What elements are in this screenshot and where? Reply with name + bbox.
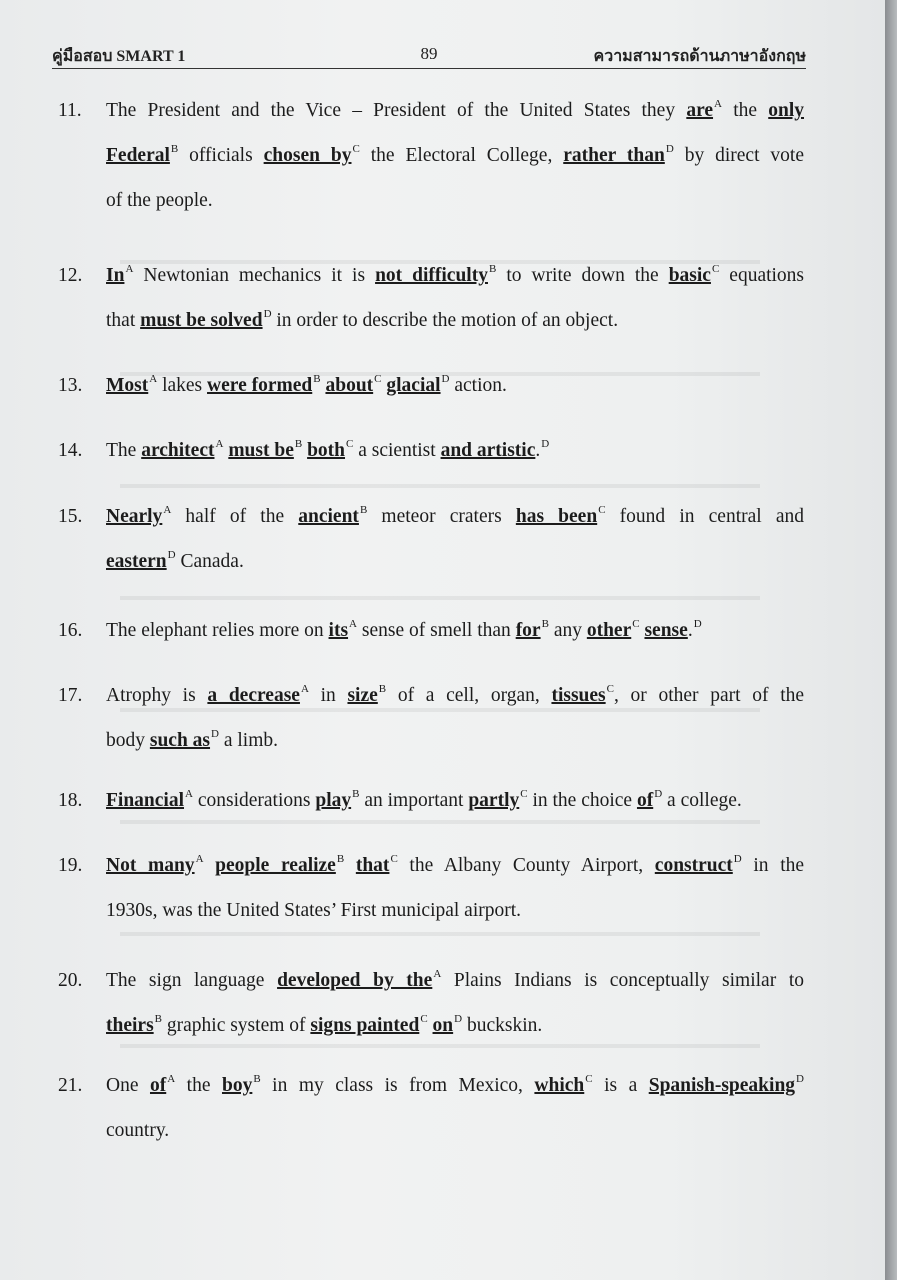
question-text — [272, 310, 619, 331]
question-line — [106, 855, 804, 877]
segment-text: half of the — [171, 506, 299, 527]
answer-option — [516, 506, 597, 527]
question-text — [106, 1120, 169, 1141]
question-text — [309, 685, 348, 706]
answer-option — [768, 100, 804, 121]
segment-text: . — [687, 620, 693, 641]
option-letter: A — [149, 373, 158, 385]
answer-option — [433, 1015, 454, 1036]
segment-text: signs painted — [310, 1015, 420, 1036]
answer-option — [669, 265, 711, 286]
segment-text: were formed — [207, 375, 313, 396]
option-letter: C — [346, 438, 354, 450]
answer-option — [150, 1075, 166, 1096]
segment-text: the Electoral College, — [359, 145, 564, 166]
segment-text: are — [686, 100, 714, 121]
question-text — [344, 855, 356, 876]
question-text — [360, 145, 563, 166]
option-letter: C — [598, 504, 606, 516]
question-line — [106, 145, 804, 167]
segment-text: such as — [149, 730, 211, 751]
segment-text: Spanish-speaking — [648, 1075, 796, 1096]
segment-text: a decrease — [207, 685, 300, 706]
question-text — [688, 620, 693, 641]
question-text — [106, 190, 213, 211]
page-number: 89 — [420, 44, 438, 63]
segment-text: action. — [449, 375, 507, 396]
question-line — [106, 190, 804, 212]
question-number: 12. — [58, 265, 83, 286]
segment-text: In — [106, 265, 125, 286]
option-letter: C — [390, 853, 398, 865]
question-text — [719, 265, 804, 286]
option-letter: B — [253, 1073, 261, 1085]
answer-option — [315, 790, 351, 811]
segment-text: its — [328, 620, 349, 641]
answer-option — [516, 620, 541, 641]
answer-option — [307, 440, 345, 461]
question-text — [662, 790, 742, 811]
segment-text: for — [515, 620, 541, 641]
segment-text: the — [721, 100, 769, 121]
answer-option — [298, 506, 359, 527]
segment-text: ancient — [298, 506, 359, 527]
segment-text: The President and the Vice – President of the United States they — [106, 100, 687, 121]
answer-option — [207, 685, 300, 706]
question-number: 20. — [58, 970, 83, 991]
segment-text: basic — [668, 265, 711, 286]
answer-option — [150, 730, 210, 751]
segment-text: country. — [106, 1120, 170, 1141]
option-letter: D — [541, 438, 550, 450]
page-edge — [885, 0, 897, 1280]
question-text — [353, 440, 440, 461]
answer-option — [106, 855, 195, 876]
answer-option — [534, 1075, 584, 1096]
answer-option — [356, 855, 390, 876]
answer-option — [441, 440, 536, 461]
segment-text: The sign language — [106, 970, 278, 991]
segment-text: graphic system of — [162, 1015, 311, 1036]
segment-text: The — [106, 440, 142, 461]
answer-option — [386, 375, 440, 396]
segment-text: only — [768, 100, 804, 121]
answer-option — [277, 970, 432, 991]
segment-text: tissues — [551, 685, 606, 706]
option-letter: D — [654, 788, 663, 800]
question-text — [742, 855, 804, 876]
option-letter: B — [294, 438, 303, 450]
question-line — [106, 900, 804, 922]
answer-option — [563, 145, 665, 166]
page-header — [52, 44, 806, 69]
option-letter: D — [167, 549, 176, 561]
answer-option — [347, 685, 377, 706]
question-number: 21. — [58, 1075, 83, 1096]
answer-option — [686, 100, 713, 121]
question-text — [204, 855, 216, 876]
question-text — [462, 1015, 542, 1036]
question-line — [106, 730, 804, 752]
segment-text: of — [636, 790, 654, 811]
segment-text: 1930s, was the United States’ First municipal airport. — [106, 900, 522, 921]
answer-option — [375, 265, 488, 286]
question-text — [357, 620, 516, 641]
option-letter: A — [195, 853, 204, 865]
option-letter: A — [125, 263, 134, 275]
option-letter: C — [585, 1073, 593, 1085]
question-text — [606, 506, 804, 527]
segment-text: the — [175, 1075, 222, 1096]
option-letter: B — [313, 373, 321, 385]
question-text — [359, 790, 468, 811]
option-letter: D — [263, 308, 272, 320]
question-text — [549, 620, 587, 641]
segment-text: body — [106, 730, 150, 751]
question-text — [593, 1075, 649, 1096]
option-letter: C — [374, 373, 382, 385]
answer-option — [264, 145, 352, 166]
option-letter: A — [714, 98, 722, 110]
answer-option — [106, 506, 162, 527]
option-letter: D — [211, 728, 219, 740]
segment-text: boy — [221, 1075, 253, 1096]
answer-option — [310, 1015, 419, 1036]
question-line — [106, 551, 804, 573]
option-letter: B — [488, 263, 497, 275]
segment-text — [344, 855, 356, 876]
option-letter: B — [378, 683, 387, 695]
segment-text: buckskin. — [462, 1015, 543, 1036]
segment-text: both — [307, 440, 346, 461]
question-line — [106, 790, 804, 812]
question-text — [157, 375, 207, 396]
segment-text: an important — [359, 790, 469, 811]
segment-text: of — [149, 1075, 167, 1096]
segment-text: sense of smell than — [357, 620, 516, 641]
segment-text: Federal — [106, 145, 170, 166]
answer-option — [215, 855, 336, 876]
section-title: ความสามารถด้านภาษาอังกฤษ — [593, 48, 806, 65]
answer-option — [106, 1015, 154, 1036]
question-text — [450, 375, 507, 396]
segment-text: in the choice — [527, 790, 637, 811]
answer-option — [649, 1075, 795, 1096]
answer-option — [106, 145, 170, 166]
segment-text: glacial — [386, 375, 441, 396]
question-line — [106, 375, 804, 397]
segment-text: people realize — [215, 855, 336, 876]
answer-option — [468, 790, 519, 811]
segment-text: is a — [592, 1075, 649, 1096]
answer-option — [637, 790, 653, 811]
question-line — [106, 1075, 804, 1097]
option-letter: D — [693, 618, 702, 630]
answer-option — [140, 310, 262, 331]
segment-text: a scientist — [353, 440, 441, 461]
segment-text: about — [325, 375, 374, 396]
segment-text: architect — [141, 440, 215, 461]
segment-text: Not many — [106, 855, 195, 876]
option-letter: D — [665, 143, 674, 155]
question-text — [106, 620, 329, 641]
segment-text: theirs — [106, 1015, 154, 1036]
option-letter: C — [520, 788, 528, 800]
segment-text: not difficulty — [375, 265, 488, 286]
question-number: 15. — [58, 506, 83, 527]
answer-option — [106, 551, 167, 572]
question-text — [193, 790, 315, 811]
option-letter: C — [352, 143, 360, 155]
option-letter: D — [796, 1073, 804, 1085]
segment-text: The elephant relies more on — [106, 620, 329, 641]
answer-option — [207, 375, 312, 396]
segment-text — [204, 855, 216, 876]
segment-text: a college. — [662, 790, 742, 811]
answer-option — [106, 375, 148, 396]
question-line — [106, 1015, 804, 1037]
segment-text: , or other part of the — [613, 685, 805, 706]
option-letter: A — [349, 618, 357, 630]
option-letter: D — [733, 853, 742, 865]
question-number: 17. — [58, 685, 83, 706]
question-text — [398, 855, 655, 876]
option-letter: A — [300, 683, 309, 695]
segment-text: Atrophy is — [106, 685, 208, 706]
segment-text: Plains Indians is conceptually similar to — [441, 970, 804, 991]
question-number: 14. — [58, 440, 83, 461]
segment-text: lakes — [157, 375, 208, 396]
option-letter: B — [352, 788, 360, 800]
question-text — [261, 1075, 535, 1096]
question-number: 19. — [58, 855, 83, 876]
segment-text: in — [308, 685, 348, 706]
question-text — [133, 265, 375, 286]
question-text — [106, 100, 686, 121]
option-letter: C — [632, 618, 640, 630]
segment-text: One — [106, 1075, 150, 1096]
answer-option — [222, 1075, 252, 1096]
segment-text: found in central and — [605, 506, 804, 527]
segment-text: size — [347, 685, 378, 706]
option-letter: B — [336, 853, 345, 865]
answer-option — [228, 440, 294, 461]
segment-text: of the people. — [106, 190, 213, 211]
question-text — [674, 145, 804, 166]
question-text — [162, 1015, 310, 1036]
question-text — [614, 685, 804, 706]
option-letter: C — [711, 263, 720, 275]
question-text — [106, 440, 141, 461]
segment-text: in order to describe the motion of an object. — [271, 310, 619, 331]
answer-option — [644, 620, 687, 641]
segment-text: partly — [468, 790, 520, 811]
question-text — [496, 265, 668, 286]
question-line — [106, 970, 804, 992]
question-line — [106, 310, 804, 332]
segment-text: of a cell, organ, — [386, 685, 552, 706]
segment-text: equations — [719, 265, 805, 286]
segment-text: the Albany County Airport, — [397, 855, 655, 876]
question-text — [386, 685, 551, 706]
option-letter: A — [167, 1073, 176, 1085]
segment-text: to write down the — [496, 265, 669, 286]
option-letter: B — [359, 504, 368, 516]
segment-text: play — [315, 790, 352, 811]
question-number: 16. — [58, 620, 83, 641]
segment-text: other — [586, 620, 632, 641]
option-letter: D — [454, 1013, 463, 1025]
question-text — [106, 685, 207, 706]
option-letter: B — [170, 143, 179, 155]
answer-option — [106, 265, 124, 286]
question-line — [106, 440, 804, 462]
segment-text: officials — [178, 145, 264, 166]
segment-text: . — [535, 440, 541, 461]
question-number: 13. — [58, 375, 83, 396]
answer-option — [325, 375, 373, 396]
segment-text: eastern — [106, 551, 167, 572]
question-line — [106, 620, 804, 642]
question-text — [175, 1075, 222, 1096]
segment-text: on — [432, 1015, 454, 1036]
question-text — [528, 790, 637, 811]
question-text — [171, 506, 298, 527]
option-letter: A — [185, 788, 193, 800]
question-number: 18. — [58, 790, 83, 811]
question-text — [219, 730, 278, 751]
answer-option — [551, 685, 605, 706]
segment-text: a limb. — [218, 730, 279, 751]
question-line — [106, 685, 804, 707]
segment-text: Nearly — [106, 506, 163, 527]
answer-option — [655, 855, 733, 876]
answer-option — [329, 620, 349, 641]
option-letter: B — [541, 618, 549, 630]
question-number: 11. — [58, 100, 82, 121]
segment-text: and artistic — [440, 440, 536, 461]
segment-text: considerations — [192, 790, 316, 811]
segment-text: developed by the — [277, 970, 433, 991]
question-text — [722, 100, 768, 121]
question-line — [106, 265, 804, 287]
question-text — [106, 1075, 150, 1096]
question-line — [106, 506, 804, 528]
option-letter: B — [154, 1013, 162, 1025]
segment-text: Canada. — [175, 551, 244, 572]
question-text — [106, 970, 277, 991]
segment-text: any — [548, 620, 587, 641]
segment-text: sense — [644, 620, 688, 641]
option-letter: A — [433, 968, 442, 980]
option-letter: A — [163, 504, 172, 516]
question-line — [106, 1120, 804, 1142]
segment-text: has been — [515, 506, 598, 527]
segment-text: in my class is from Mexico, — [260, 1075, 535, 1096]
segment-text: must be — [228, 440, 294, 461]
question-text — [106, 730, 150, 751]
book-title: คู่มือสอบ SMART 1 — [52, 48, 186, 65]
segment-text: must be solved — [140, 310, 263, 331]
answer-option — [106, 790, 184, 811]
option-letter: A — [215, 438, 224, 450]
answer-option — [587, 620, 631, 641]
segment-text: Newtonian mechanics it is — [133, 265, 376, 286]
segment-text: that — [106, 310, 141, 331]
segment-text: in the — [741, 855, 805, 876]
segment-text: chosen by — [263, 145, 352, 166]
option-letter: D — [441, 373, 450, 385]
segment-text: Financial — [106, 790, 185, 811]
question-text — [176, 551, 244, 572]
question-text — [106, 310, 140, 331]
question-text — [441, 970, 804, 991]
option-letter: C — [606, 683, 614, 695]
segment-text: which — [534, 1075, 585, 1096]
question-text — [535, 440, 540, 461]
segment-text: Most — [106, 375, 149, 396]
question-text — [178, 145, 263, 166]
option-letter: C — [420, 1013, 428, 1025]
segment-text: by direct vote — [673, 145, 804, 166]
answer-option — [141, 440, 214, 461]
segment-text: meteor craters — [367, 506, 516, 527]
segment-text: construct — [654, 855, 733, 876]
segment-text: rather than — [563, 145, 665, 166]
question-text — [367, 506, 516, 527]
question-text — [106, 900, 521, 921]
question-line — [106, 100, 804, 122]
segment-text: that — [355, 855, 390, 876]
